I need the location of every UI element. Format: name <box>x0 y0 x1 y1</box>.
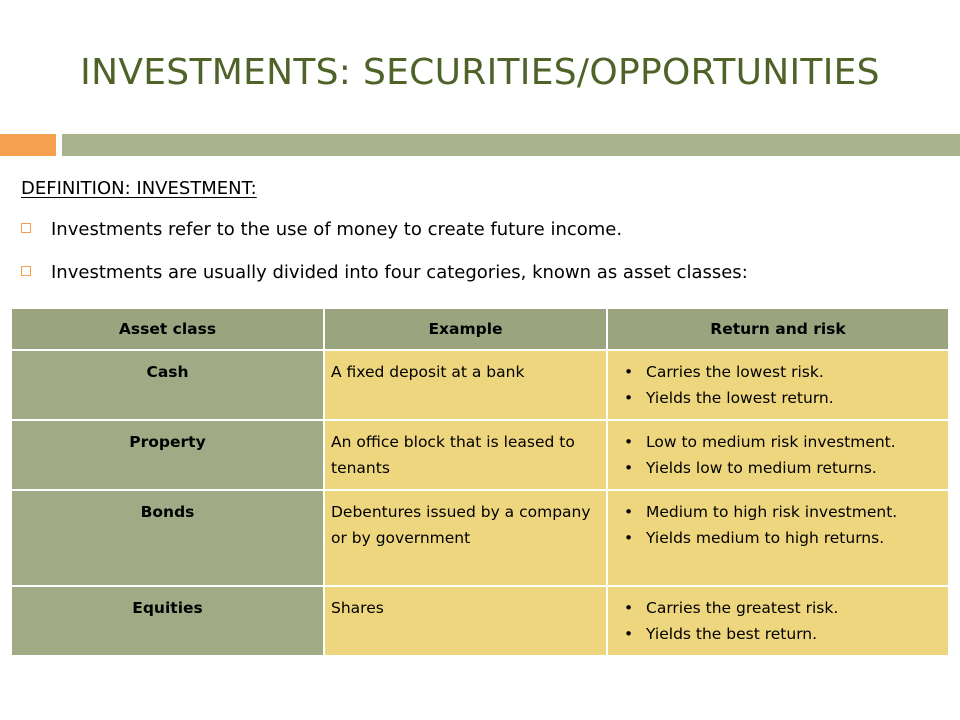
list-item: • Carries the lowest risk. <box>646 359 942 385</box>
accent-bar-orange <box>0 134 56 156</box>
asset-classes-table <box>10 307 950 657</box>
example-cell: Shares <box>324 586 607 656</box>
asset-class-cell: Property <box>11 420 324 490</box>
list-item: • Yields medium to high returns. <box>646 525 942 551</box>
bullet-item <box>21 219 622 240</box>
list-item: • Low to medium risk investment. <box>646 429 942 455</box>
header-example: Example <box>324 308 607 350</box>
example-cell: A fixed deposit at a bank <box>324 350 607 420</box>
list-item: • Yields the lowest return. <box>646 385 942 411</box>
header-asset-class: Asset class <box>11 308 324 350</box>
table-row <box>11 586 949 656</box>
table-header-row <box>11 308 949 350</box>
table-row <box>11 490 949 586</box>
definition-heading: DEFINITION: INVESTMENT: <box>21 178 257 199</box>
square-bullet-icon <box>21 223 31 233</box>
bullet-text: Investments are usually divided into four categories, known as asset classes: <box>51 262 748 283</box>
table-row <box>11 350 949 420</box>
return-risk-cell <box>607 490 949 586</box>
accent-bar-green <box>62 134 960 156</box>
asset-class-cell: Bonds <box>11 490 324 586</box>
list-item: • Yields the best return. <box>646 621 942 647</box>
list-item: • Yields low to medium returns. <box>646 455 942 481</box>
bullet-item <box>21 262 748 283</box>
return-risk-cell <box>607 350 949 420</box>
list-item: • Medium to high risk investment. <box>646 499 942 525</box>
table-row <box>11 420 949 490</box>
list-item: • Carries the greatest risk. <box>646 595 942 621</box>
asset-class-cell: Equities <box>11 586 324 656</box>
header-return-and-risk: Return and risk <box>607 308 949 350</box>
return-risk-cell <box>607 586 949 656</box>
example-cell: An office block that is leased to tenants <box>324 420 607 490</box>
return-risk-cell <box>607 420 949 490</box>
slide-title: INVESTMENTS: SECURITIES/OPPORTUNITIES <box>80 52 880 93</box>
asset-class-cell: Cash <box>11 350 324 420</box>
square-bullet-icon <box>21 266 31 276</box>
bullet-text: Investments refer to the use of money to create future income. <box>51 219 623 240</box>
example-cell: Debentures issued by a company or by government <box>324 490 607 586</box>
